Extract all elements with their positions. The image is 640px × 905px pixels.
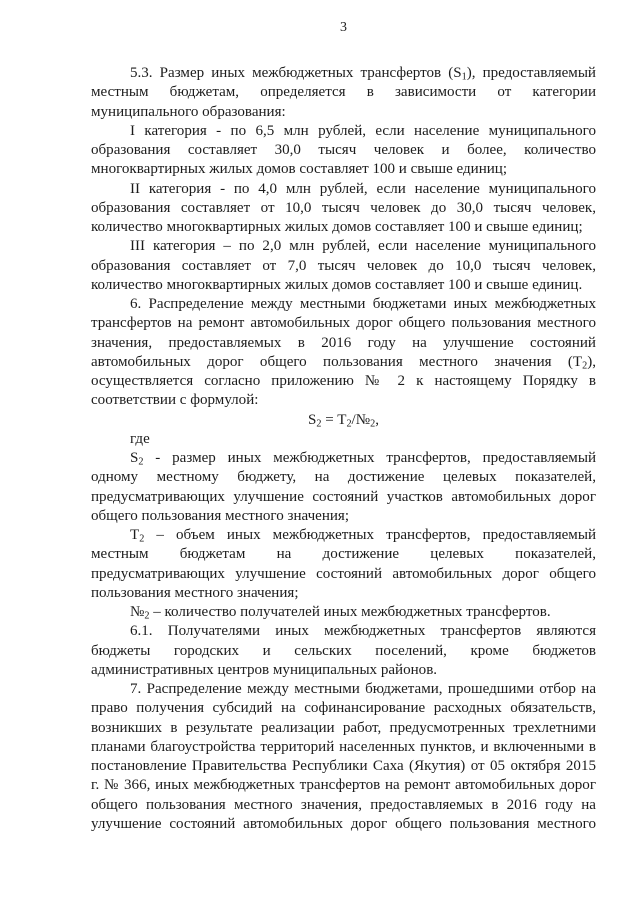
text-line <box>91 449 596 468</box>
subscript: 1 <box>461 71 467 83</box>
where-label: где <box>130 430 150 447</box>
text-line: постановление Правительства Республики Саха (Якутия) от 05 октября 2015 <box>91 758 596 774</box>
text-line: соответствии с формулой: <box>91 392 259 409</box>
text-line: бюджеты городских и сельских поселений, кроме бюджетов <box>91 642 596 659</box>
definition-n2 <box>91 603 596 622</box>
subscript: 2 <box>370 418 376 430</box>
text-line <box>91 526 596 545</box>
subscript: 2 <box>346 418 352 430</box>
text-line: местным бюджетам на достижение целевых показателей, <box>91 546 596 563</box>
subscript: 2 <box>144 610 150 622</box>
formula-text: /№ <box>351 411 371 428</box>
text-line: г. № 366, иных межбюджетных трансфертов на ремонт автомобильных дорог <box>91 777 596 794</box>
formula-text: S <box>308 411 317 428</box>
text-line: образования составляет от 10,0 тысяч человек до 30,0 тысяч человек, <box>91 199 596 216</box>
text-line: пользования местного значения; <box>91 584 299 601</box>
text-line: право получения субсидий на софинансирование расходных обязательств, <box>91 700 596 717</box>
text-line: 7. Распределение между местными бюджетами, прошедшими отбор на <box>130 681 596 697</box>
text-line: предусматривающих улучшение состояний автомобильных дорог общего <box>91 565 596 582</box>
text-line <box>91 64 596 83</box>
text-line: трансфертов на ремонт автомобильных дорог общего пользования местного <box>91 315 596 332</box>
line-text: T <box>130 527 140 543</box>
text-line: планами благоустройства территорий населенных пунктов, и включенными в <box>91 738 596 755</box>
text-line: местным бюджетам, определяется в зависимости от категории <box>91 84 596 101</box>
line-text: S <box>130 450 139 466</box>
line-text: - размер иных межбюджетных трансфертов, предоставляемый <box>143 450 596 466</box>
text-line: III категория – по 2,0 млн рублей, если население муниципального <box>130 238 596 255</box>
formula-text: = T <box>321 411 347 428</box>
definition-t2 <box>91 526 596 603</box>
subscript: 2 <box>316 418 322 430</box>
line-text: – количество получателей иных межбюджетных трансфертов. <box>149 604 551 620</box>
paragraph-6-1 <box>91 622 596 680</box>
text-line: значения, предоставляемых в 2016 году на улучшение состояний <box>91 334 596 351</box>
text-line: 6.1. Получателями иных межбюджетных трансфертов являются <box>130 623 596 640</box>
line-text: ), <box>587 353 596 370</box>
paragraph-6 <box>91 295 596 411</box>
text-line: II категория - по 4,0 млн рублей, если население муниципального <box>130 180 596 197</box>
paragraph-category-1 <box>91 122 596 180</box>
text-line: образования составляет от 7,0 тысяч человек до 10,0 тысяч человек, <box>91 257 596 274</box>
text-line: возникших в результате реализации работ, предусмотренных трехлетними <box>91 719 596 736</box>
text-line: 6. Распределение между местными бюджетами иных межбюджетных <box>130 296 596 312</box>
formula-text: , <box>375 411 379 428</box>
paragraph-category-2 <box>91 180 596 238</box>
text-line: осуществляется согласно приложению № 2 к настоящему Порядку в <box>91 373 596 389</box>
subscript: 2 <box>138 456 144 468</box>
definition-s2 <box>91 449 596 526</box>
text-line: многоквартирных жилых домов составляет 100 и свыше единиц; <box>91 161 508 178</box>
text-line: улучшение состояний автомобильных дорог общего пользования местного <box>91 815 596 832</box>
paragraph-5-3 <box>91 64 596 122</box>
text-line: количество многоквартирных жилых домов составляет 100 и свыше единиц; <box>91 219 583 235</box>
line-text: 5.3. Размер иных межбюджетных трансфертов (S <box>130 65 462 81</box>
text-line: предусматривающих улучшение состояний участков автомобильных дорог <box>91 488 596 505</box>
text-line: I категория - по 6,5 млн рублей, если население муниципального <box>130 122 596 139</box>
paragraph-7 <box>91 680 596 834</box>
document-body <box>91 64 596 834</box>
line-text: автомобильных дорог общего пользования местного значения (T <box>91 353 583 370</box>
text-line: одному местному бюджету, на достижение целевых показателей, <box>91 469 596 486</box>
paragraph-category-3 <box>91 237 596 295</box>
text-line: административных центров муниципальных районов. <box>91 661 438 678</box>
subscript: 2 <box>139 533 145 545</box>
text-line: общего пользования местного значения; <box>91 507 350 524</box>
text-line: общего пользования местного значения, предоставляемых в 2016 году на <box>91 796 596 813</box>
formula <box>91 411 596 430</box>
text-line: муниципального образования: <box>91 103 286 120</box>
line-text: – объем иных межбюджетных трансфертов, предоставляемый <box>144 527 596 543</box>
subscript: 2 <box>582 360 588 372</box>
text-line: количество многоквартирных жилых домов составляет 100 и свыше единиц. <box>91 276 583 293</box>
text-line <box>91 353 596 372</box>
line-text: № <box>130 604 145 620</box>
text-line: образования составляет 30,0 тысяч человек и более, количество <box>91 142 596 158</box>
line-text: ), предоставляемый <box>466 65 596 81</box>
page-number: 3 <box>340 20 347 35</box>
text-line <box>91 603 596 622</box>
